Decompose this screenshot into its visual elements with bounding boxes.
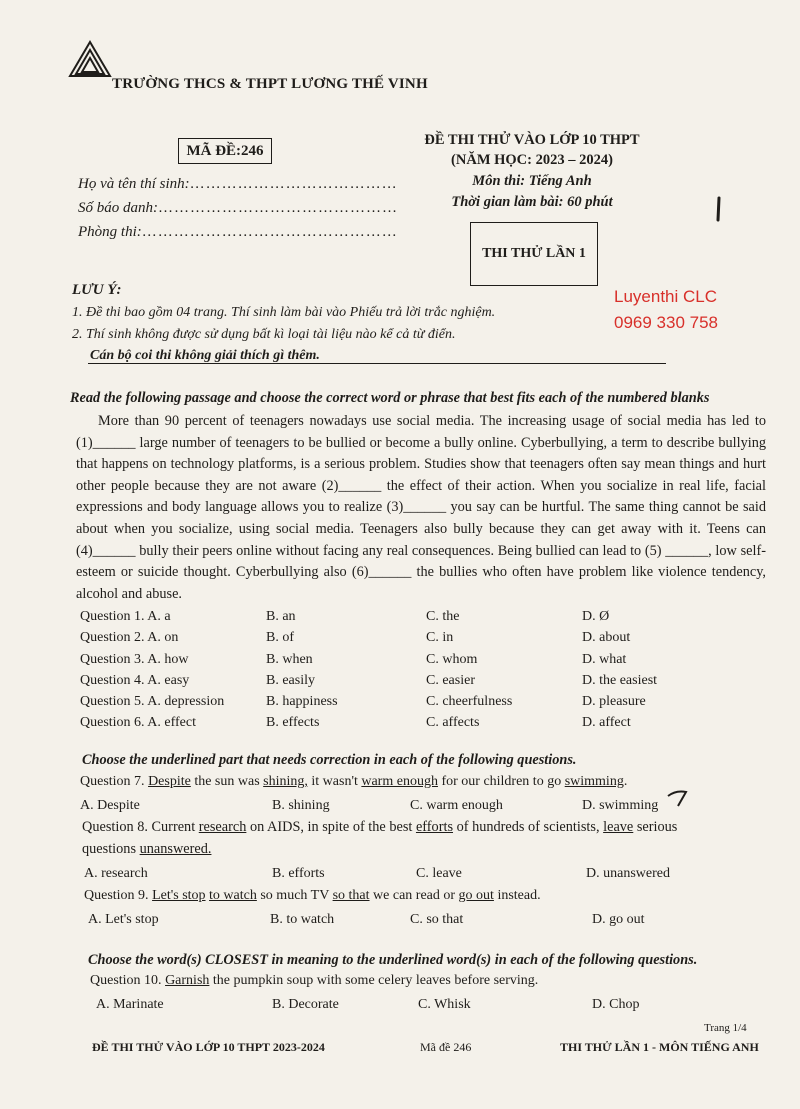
option-c: C. easier [426,673,475,688]
notes-title: LƯU Ý: [72,282,122,298]
q9-text: we can read or [369,888,459,903]
option-a: Question 5. A. depression [80,694,225,709]
q9-underlined-d: go out [458,888,494,903]
question-row [80,630,680,651]
option-a: Question 1. A. a [80,609,171,624]
option-a: A. research [84,866,148,881]
section2-instruction: Choose the underlined part that needs correction in each of the following questions. [82,752,577,768]
option-d: D. Chop [592,997,640,1012]
q8-underlined-d: unanswered. [139,840,212,857]
option-d: D. swimming [582,798,659,813]
option-b: B. when [266,652,313,667]
q8-underlined-b: efforts [415,819,454,835]
q7-text: . [623,774,628,789]
section1-instruction: Read the following passage and choose the correct word or phrase that best fits each of the numbered blanks [70,390,710,406]
q8-pre: Question 8. Current [82,819,199,835]
q7-stem [80,774,627,789]
q7-underlined-c: warm enough [361,774,438,789]
check-mark-icon [666,788,692,808]
question-row [80,866,680,887]
q10-text: the pumpkin soup with some celery leaves before serving. [209,973,539,988]
school-name: TRƯỜNG THCS & THPT LƯƠNG THẾ VINH [112,76,428,92]
question-row [96,997,696,1018]
q9-text: so much TV [256,888,333,903]
option-b: B. Decorate [272,997,339,1012]
option-a: A. Let's stop [88,912,159,927]
question-row [80,715,680,736]
q7-text: it wasn't [307,774,362,789]
trial-label: THI THỬ LẦN 1 [470,222,598,286]
q7-underlined-d: swimming [564,774,624,789]
subject: Môn thi: Tiếng Anh [472,173,592,189]
question-row [80,912,680,933]
q7-text: the sun was [190,774,264,789]
q8-underlined-c: leave [603,819,634,835]
q9-pre: Question 9. [84,888,153,903]
option-b: B. happiness [266,694,338,709]
option-c: C. cheerfulness [426,694,513,709]
q9-text: instead. [493,888,541,903]
question-row [80,609,680,630]
option-a: A. Marinate [96,997,164,1012]
option-c: C. in [426,630,454,645]
option-b: B. shining [272,798,330,813]
q7-text: for our children to go [437,774,565,789]
option-b: B. an [266,609,296,624]
option-a: Question 2. A. on [80,630,179,645]
passage-text: More than 90 percent of teenagers nowadays use social media. The increasing usage of social media has led to (1)______ large number of teenagers to be bullied or become a bully online. Cyberbullying, a term to describe bullying that happens on technology platforms, is a serious problem. Studies show that teenagers often say mean things and hurt other people because they are not aware (2)______ the effect of their action. When you socialize in real life, facial expressions and body language allows you to realize (3)______ you say can be hurtful. The same thing cannot be said about when you socialize, using social media. Teenagers also bully because they can get away with it. Teens can (4)______ bully their peers online without facing any real consequences. Being bullied can lead to (5) ______, low self-esteem or suicide thought. Cyberbullying also (6)______ the bullies who often have problem like violence tendency, alcohol and abuse. [76,413,766,602]
option-c: C. warm enough [410,798,503,813]
option-d: D. about [582,630,631,645]
option-a: Question 6. A. effect [80,715,196,730]
option-d: D. unanswered [586,866,670,881]
school-logo-icon [68,40,112,78]
duration: Thời gian làm bài: 60 phút [451,194,613,210]
option-c: C. so that [410,912,464,927]
q7-pre: Question 7. [80,774,149,789]
divider [88,363,666,364]
option-d: D. pleasure [582,694,646,709]
q10-pre: Question 10. [90,973,166,988]
option-b: B. effects [266,715,320,730]
option-b: B. to watch [270,912,335,927]
watermark-phone: 0969 330 758 [614,313,718,332]
q9-underlined-b: to watch [209,888,257,903]
question-9 [84,888,724,909]
option-d: D. the easiest [582,673,658,688]
option-b: B. easily [266,673,315,688]
section3-instruction: Choose the word(s) CLOSEST in meaning to the underlined word(s) in each of the following questions. [88,952,698,968]
reading-passage [76,411,766,605]
footer-right: THI THỬ LẦN 1 - MÔN TIẾNG ANH [560,1040,759,1054]
q9-underlined-a: Let's stop [152,888,206,903]
option-c: C. whom [426,652,478,667]
question-row [80,694,680,715]
option-c: C. Whisk [418,997,471,1012]
question-10 [90,973,730,994]
question-7 [80,774,720,795]
option-c: C. affects [426,715,480,730]
watermark-name: Luyenthi CLC [614,287,718,306]
candidate-number-field: Số báo danh:……………………………………… [78,200,398,216]
question-row [80,673,680,694]
q8-text: serious questions [82,819,678,857]
q8-text: of hundreds of scientists, [453,819,604,835]
option-d: D. Ø [582,609,610,624]
question-8 [82,817,722,860]
option-b: B. of [266,630,294,645]
note-item: 1. Đề thi bao gồm 04 trang. Thí sinh làm bài vào Phiếu trả lời trắc nghiệm. [72,305,496,320]
exam-room-field: Phòng thi:………………………………………… [78,224,398,240]
exam-code: MÃ ĐỀ:246 [178,138,272,164]
option-d: D. affect [582,715,631,730]
question-row [80,652,680,673]
question-row [80,798,680,819]
option-d: D. what [582,652,627,667]
option-d: D. go out [592,912,645,927]
q9-underlined-c: so that [332,888,370,903]
q8-text: on AIDS, in spite of the best [246,819,416,835]
footer-left: ĐỀ THI THỬ VÀO LỚP 10 THPT 2023-2024 [92,1040,325,1054]
option-a: Question 4. A. easy [80,673,190,688]
exam-title: ĐỀ THI THỬ VÀO LỚP 10 THPT [424,132,640,148]
option-b: B. efforts [272,866,325,881]
school-year: (NĂM HỌC: 2023 – 2024) [451,152,613,168]
pen-mark-icon [714,196,724,222]
note-item: Cán bộ coi thi không giải thích gì thêm. [90,348,320,363]
candidate-name-field: Họ và tên thí sinh:………………………………… [78,176,398,192]
option-c: C. leave [416,866,462,881]
footer-center: Mã đề 246 [420,1040,472,1054]
option-a: A. Despite [80,798,140,813]
q10-underlined: Garnish [165,973,210,988]
note-item: 2. Thí sinh không được sử dụng bất kì loại tài liệu nào kể cả từ điển. [72,327,456,342]
page-number: Trang 1/4 [704,1022,747,1034]
option-a: Question 3. A. how [80,652,189,667]
option-c: C. the [426,609,460,624]
q8-underlined-a: research [198,819,247,835]
q7-underlined-a: Despite [148,774,191,789]
q7-underlined-b: shining, [263,774,308,789]
